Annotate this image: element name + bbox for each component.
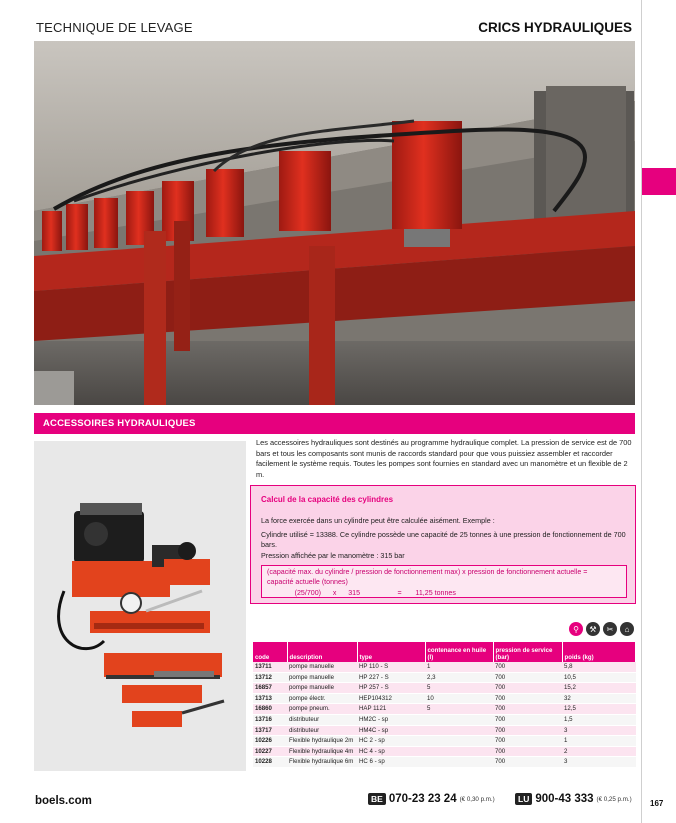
table-cell: 700 — [493, 714, 562, 725]
table-row[interactable] — [253, 736, 636, 747]
table-cell: 10,5 — [562, 672, 636, 683]
table-row[interactable] — [253, 746, 636, 757]
table-cell: distributeur — [287, 725, 357, 736]
table-cell: pompe électr. — [287, 693, 357, 704]
table-cell: 13713 — [253, 693, 287, 704]
call-price-be: (€ 0,30 p.m.) — [459, 795, 495, 803]
table-row[interactable] — [253, 662, 636, 672]
phone-be — [368, 793, 495, 805]
table-cell: Flexible hydraulique 6m — [287, 757, 357, 768]
table-cell: 5 — [425, 704, 493, 715]
table-cell: 3 — [562, 725, 636, 736]
intro-paragraph: Les accessoires hydrauliques sont destinés au programme hydraulique complet. La pression de service est de 700 bars et tous les composants sont munis de raccords standard pour que vous puissiez assembler et raccorder facilement le système requis. Toutes les pompes sont fournies en standard avec un manomètre et un flexible de 2 m. — [256, 438, 632, 479]
spec-table — [253, 642, 636, 768]
table-cell: 12,5 — [562, 704, 636, 715]
table-cell — [425, 736, 493, 747]
page-divider — [641, 0, 642, 823]
table-cell: 32 — [562, 693, 636, 704]
phone-lu — [515, 793, 632, 805]
table-cell: 700 — [493, 672, 562, 683]
country-code-lu: LU — [515, 793, 532, 805]
table-cell: 10 — [425, 693, 493, 704]
table-cell: 700 — [493, 736, 562, 747]
table-cell: HP 110 - S — [357, 662, 425, 672]
table-cell: 1 — [425, 662, 493, 672]
product-image — [34, 441, 246, 771]
table-cell — [425, 714, 493, 725]
table-cell: 700 — [493, 746, 562, 757]
table-cell: 2 — [562, 746, 636, 757]
table-cell: pompe manuelle — [287, 662, 357, 672]
calc-title: Calcul de la capacité des cylindres — [261, 495, 394, 504]
table-cell: HM4C - sp — [357, 725, 425, 736]
col-oil-capacity: contenance en huile (l) — [425, 642, 493, 662]
jack-icon: ⚲ — [569, 622, 583, 636]
calc-example: Cylindre utilisé = 13388. Ce cylindre possède une capacité de 25 tonnes à une pression de fonctionnement de 700 bars. — [261, 530, 626, 550]
capacity-calculation-box — [250, 485, 636, 604]
table-cell: pompe manuelle — [287, 683, 357, 694]
col-description: description — [287, 642, 357, 662]
hero-photo — [34, 41, 635, 405]
table-row[interactable] — [253, 683, 636, 694]
table-cell: HC 4 - sp — [357, 746, 425, 757]
table-cell: 700 — [493, 683, 562, 694]
table-cell: 5,8 — [562, 662, 636, 672]
col-weight: poids (kg) — [562, 642, 636, 662]
formula-result: (25/700) x 315 = 11,25 tonnes — [267, 589, 456, 598]
table-cell: 700 — [493, 662, 562, 672]
table-cell: 1,5 — [562, 714, 636, 725]
formula-line: capacité actuelle (tonnes) — [267, 577, 348, 586]
table-row[interactable] — [253, 704, 636, 715]
table-cell: pompe manuelle — [287, 672, 357, 683]
table-cell: HC 2 - sp — [357, 736, 425, 747]
building-icon: ⌂ — [620, 622, 634, 636]
cut-icon: ✂ — [603, 622, 617, 636]
table-cell: 700 — [493, 757, 562, 768]
table-cell: HC 6 - sp — [357, 757, 425, 768]
table-cell — [425, 725, 493, 736]
table-cell: 700 — [493, 693, 562, 704]
page-number: 167 — [650, 799, 664, 808]
table-cell: 16857 — [253, 683, 287, 694]
col-code: code — [253, 642, 287, 662]
calc-pressure: Pression affichée par le manomètre : 315 bar — [261, 550, 405, 560]
table-cell: 13711 — [253, 662, 287, 672]
category-icons — [569, 622, 634, 636]
tool-icon: ⚒ — [586, 622, 600, 636]
table-cell: Flexible hydraulique 4m — [287, 746, 357, 757]
phone-number-be[interactable]: 070-23 23 24 — [388, 793, 457, 805]
call-price-lu: (€ 0,25 p.m.) — [596, 795, 632, 803]
col-type: type — [357, 642, 425, 662]
website-link[interactable]: boels.com — [35, 795, 92, 807]
table-row[interactable] — [253, 725, 636, 736]
table-cell: 13716 — [253, 714, 287, 725]
table-cell: HAP 1121 — [357, 704, 425, 715]
formula-box — [261, 565, 627, 598]
calc-intro: La force exercée dans un cylindre peut être calculée aisément. Exemple : — [261, 516, 495, 525]
page-title: CRICS HYDRAULIQUES — [478, 20, 632, 35]
phone-number-lu[interactable]: 900-43 333 — [535, 793, 594, 805]
calc-text — [261, 516, 629, 561]
table-header-row — [253, 642, 636, 662]
table-row[interactable] — [253, 714, 636, 725]
table-cell: 10227 — [253, 746, 287, 757]
col-pressure: pression de service (bar) — [493, 642, 562, 662]
table-cell — [425, 746, 493, 757]
table-cell: 700 — [493, 704, 562, 715]
table-cell: 5 — [425, 683, 493, 694]
table-cell: 10228 — [253, 757, 287, 768]
table-cell: HP 257 - S — [357, 683, 425, 694]
country-code-be: BE — [368, 793, 386, 805]
table-cell: 13717 — [253, 725, 287, 736]
table-row[interactable] — [253, 757, 636, 768]
table-cell: 16860 — [253, 704, 287, 715]
table-cell: 13712 — [253, 672, 287, 683]
chapter-tab[interactable] — [642, 168, 676, 195]
table-cell: 700 — [493, 725, 562, 736]
section-heading-bar: ACCESSOIRES HYDRAULIQUES — [34, 413, 635, 434]
table-row[interactable] — [253, 693, 636, 704]
table-cell: pompe pneum. — [287, 704, 357, 715]
table-cell: 10226 — [253, 736, 287, 747]
table-cell: HM2C - sp — [357, 714, 425, 725]
table-cell: distributeur — [287, 714, 357, 725]
formula-line: (capacité max. du cylindre / pression de fonctionnement max) x pression de fonctionnement actuelle = — [267, 568, 588, 576]
table-cell: HEP104312 — [357, 693, 425, 704]
table-cell: 2,3 — [425, 672, 493, 683]
table-cell: Flexible hydraulique 2m — [287, 736, 357, 747]
table-cell: 1 — [562, 736, 636, 747]
table-cell: HP 227 - S — [357, 672, 425, 683]
table-cell: 15,2 — [562, 683, 636, 694]
section-label: TECHNIQUE DE LEVAGE — [36, 20, 193, 35]
table-cell — [425, 757, 493, 768]
table-cell: 3 — [562, 757, 636, 768]
table-row[interactable] — [253, 672, 636, 683]
